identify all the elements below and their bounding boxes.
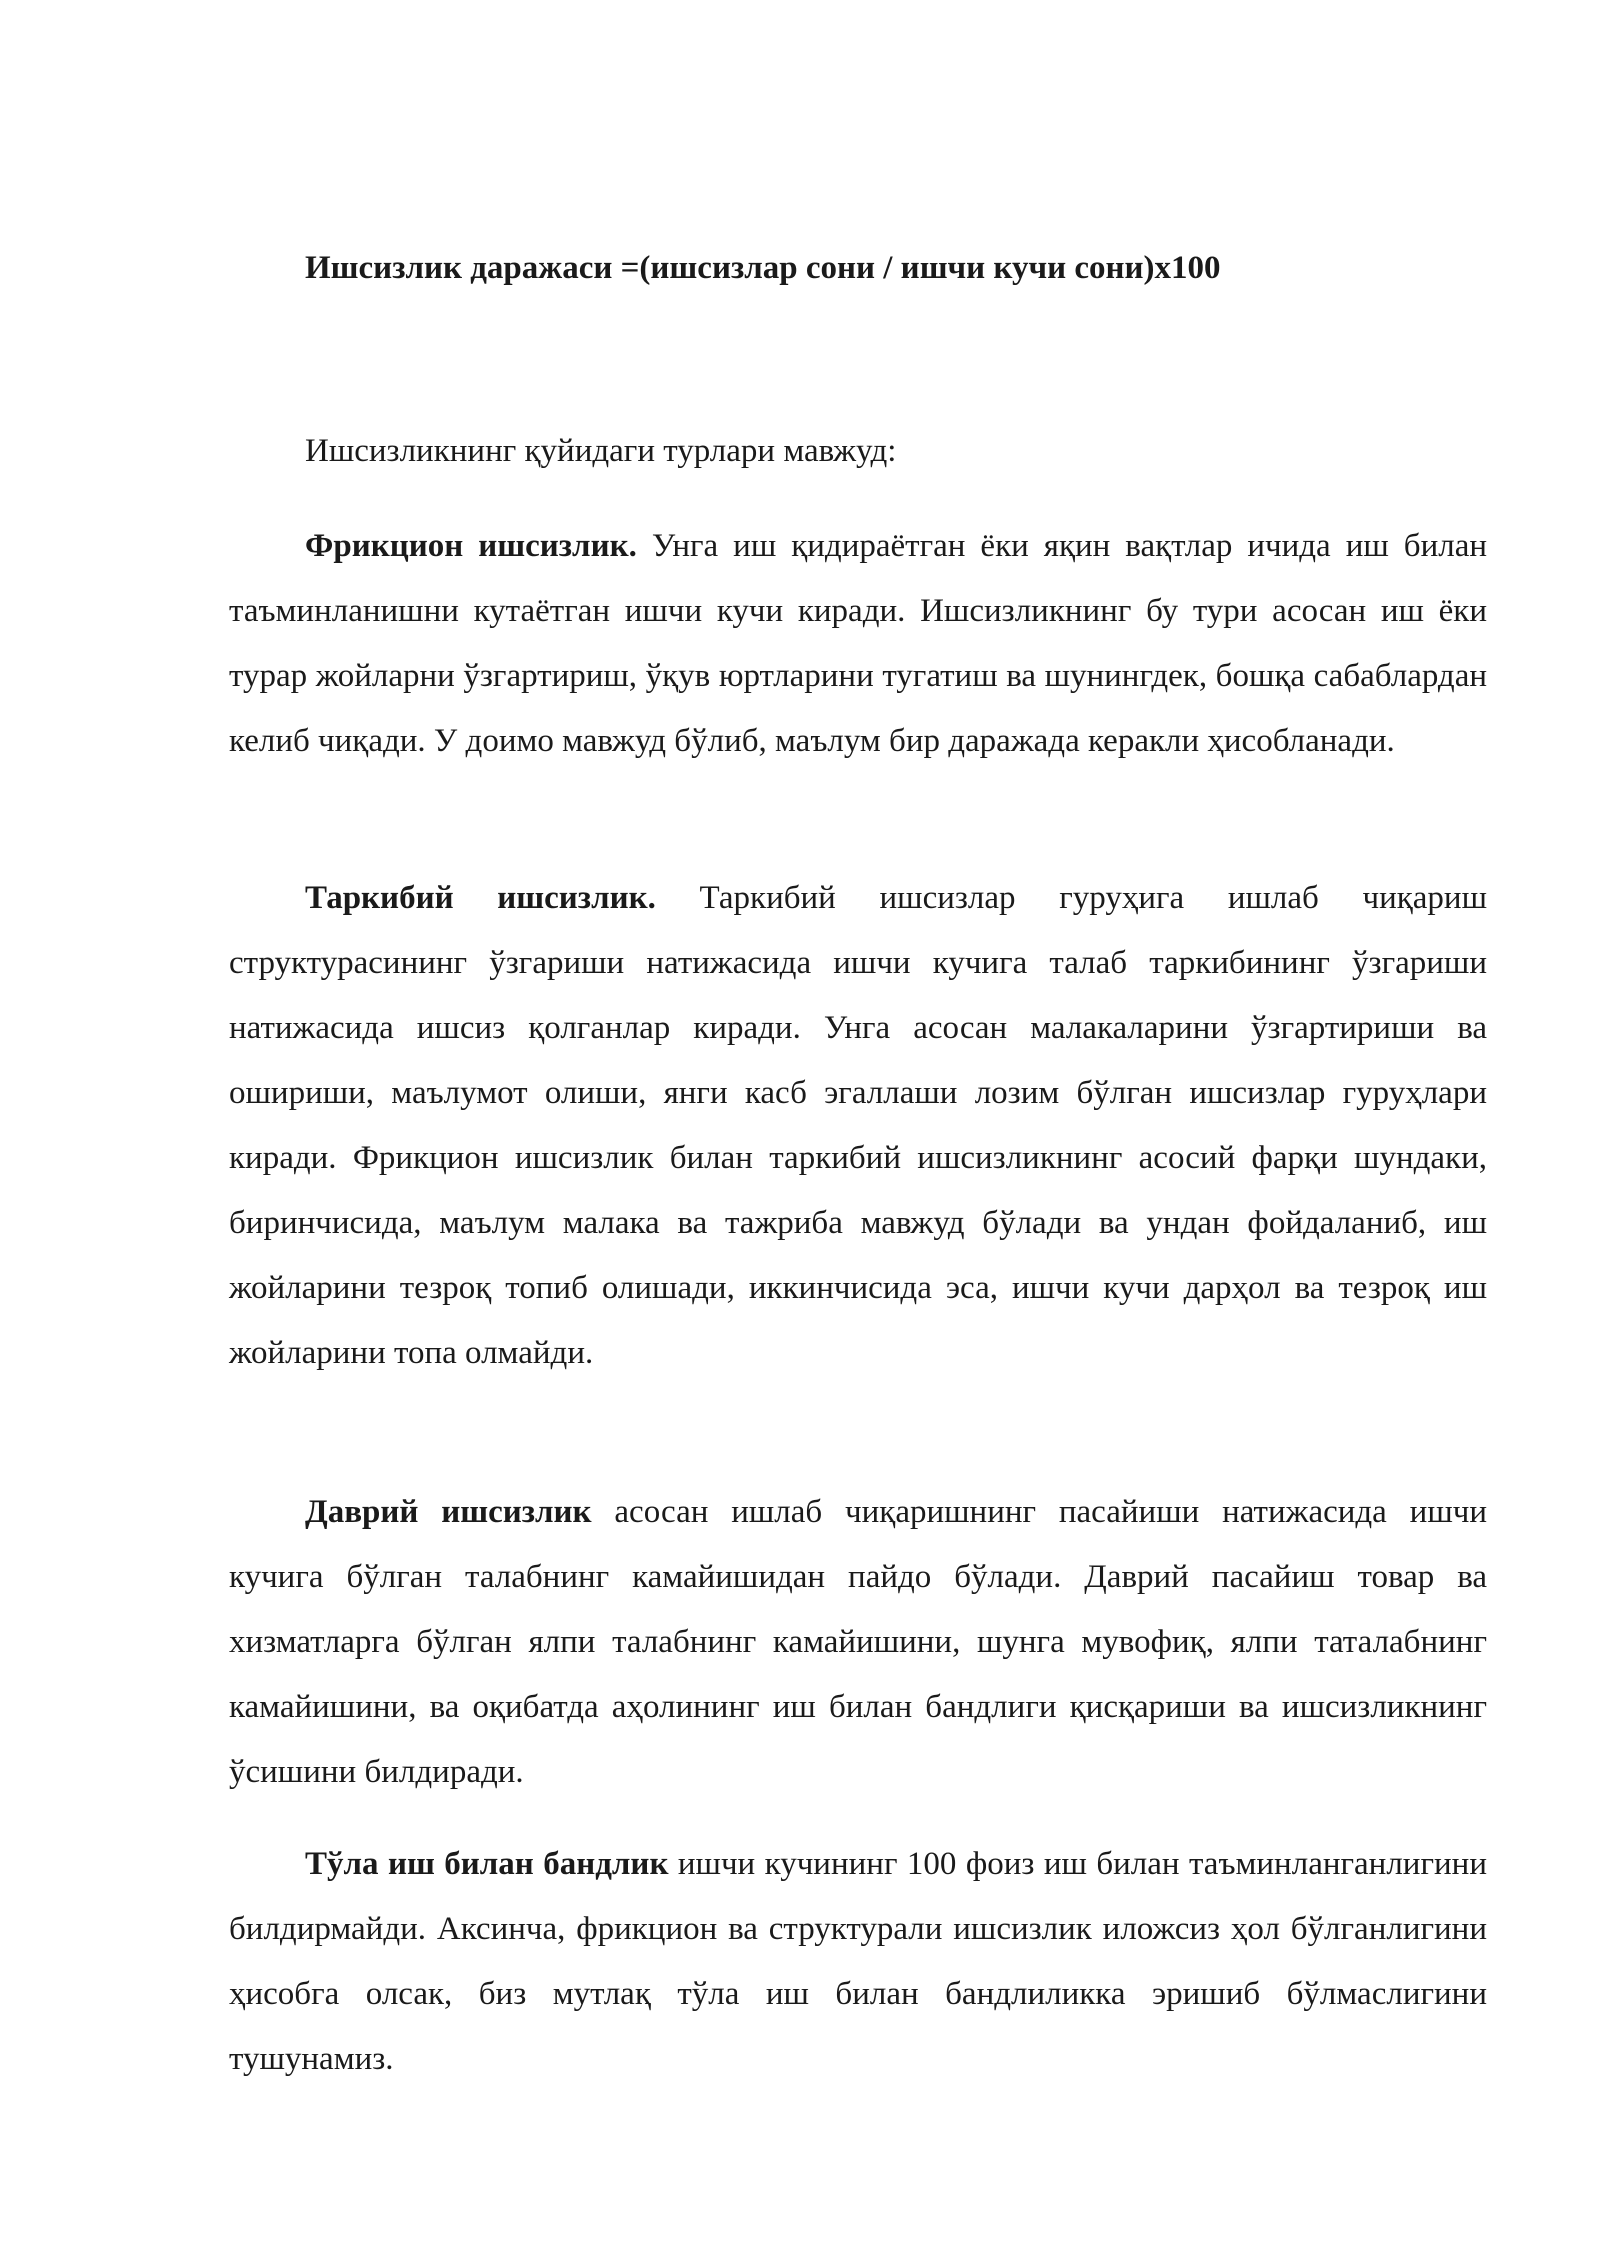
paragraph-text: Унга иш қидираётган ёки яқин вақтлар ичида иш билан таъминланишни кутаётган ишчи кучи киради. Ишсизликнинг бу тури асосан иш ёки турар жойларни ўзгартириш, ўқув юртларини тугатиш ва шунингдек, бошқа сабаблардан келиб чиқади. У доимо мавжуд бўлиб, маълум бир даражада керакли ҳисобланади.: [229, 528, 1487, 759]
paragraph-term: Фрикцион ишсизлик.: [305, 528, 637, 564]
paragraph-term: Даврий ишсизлик: [305, 1494, 592, 1530]
paragraph-text: асосан ишлаб чиқаришнинг пасайиши натижасида ишчи кучига бўлган талабнинг камайишидан пайдо бўлади. Даврий пасайиш товар ва хизматларга бўлган ялпи талабнинг камайишини, шунга мувофиқ, ялпи таталабнинг камайишини, ва оқибатда аҳолининг иш билан бандлиги қисқариши ва ишсизликнинг ўсишини билдиради.: [229, 1494, 1487, 1790]
paragraph-term: Таркибий ишсизлик.: [305, 880, 656, 916]
paragraph-text: Таркибий ишсизлар гуруҳига ишлаб чиқариш структурасининг ўзгариши натижасида ишчи кучига талаб таркибининг ўзгариши натижасида ишсиз қолганлар киради. Унга асосан малакаларини ўзгартириши ва ошириши, маълумот олиши, янги касб эгаллаши лозим бўлган ишсизлар гуруҳлари киради. Фрикцион ишсизлик билан таркибий ишсизликнинг асосий фарқи шундаки, биринчисида, маълум малака ва тажриба мавжуд бўлади ва ундан фойдаланиб, иш жойларини тезроқ топиб олишади, иккинчисида эса, ишчи кучи дарҳол ва тезроқ иш жойларини топа олмайди.: [229, 880, 1488, 1371]
paragraph-full-employment: [229, 1832, 1487, 2092]
types-intro: Ишсизликнинг қуйидаги турлари мавжуд:: [305, 433, 897, 469]
paragraph-frictional-unemployment: [229, 514, 1487, 774]
paragraph-structural-unemployment: [229, 866, 1487, 1386]
paragraph-cyclical-unemployment: [229, 1480, 1487, 1805]
paragraph-text: ишчи кучининг 100 фоиз иш билан таъминланганлигини билдирмайди. Аксинча, фрикцион ва структурали ишсизлик иложсиз ҳол бўлганлигини ҳисобга олсак, биз мутлақ тўла иш билан бандлиликка эришиб бўлмаслигини тушунамиз.: [229, 1846, 1487, 2077]
unemployment-rate-formula: Ишсизлик даражаси =(ишсизлар сони / ишчи кучи сони)х100: [305, 250, 1221, 286]
paragraph-term: Тўла иш билан бандлик: [305, 1846, 669, 1882]
